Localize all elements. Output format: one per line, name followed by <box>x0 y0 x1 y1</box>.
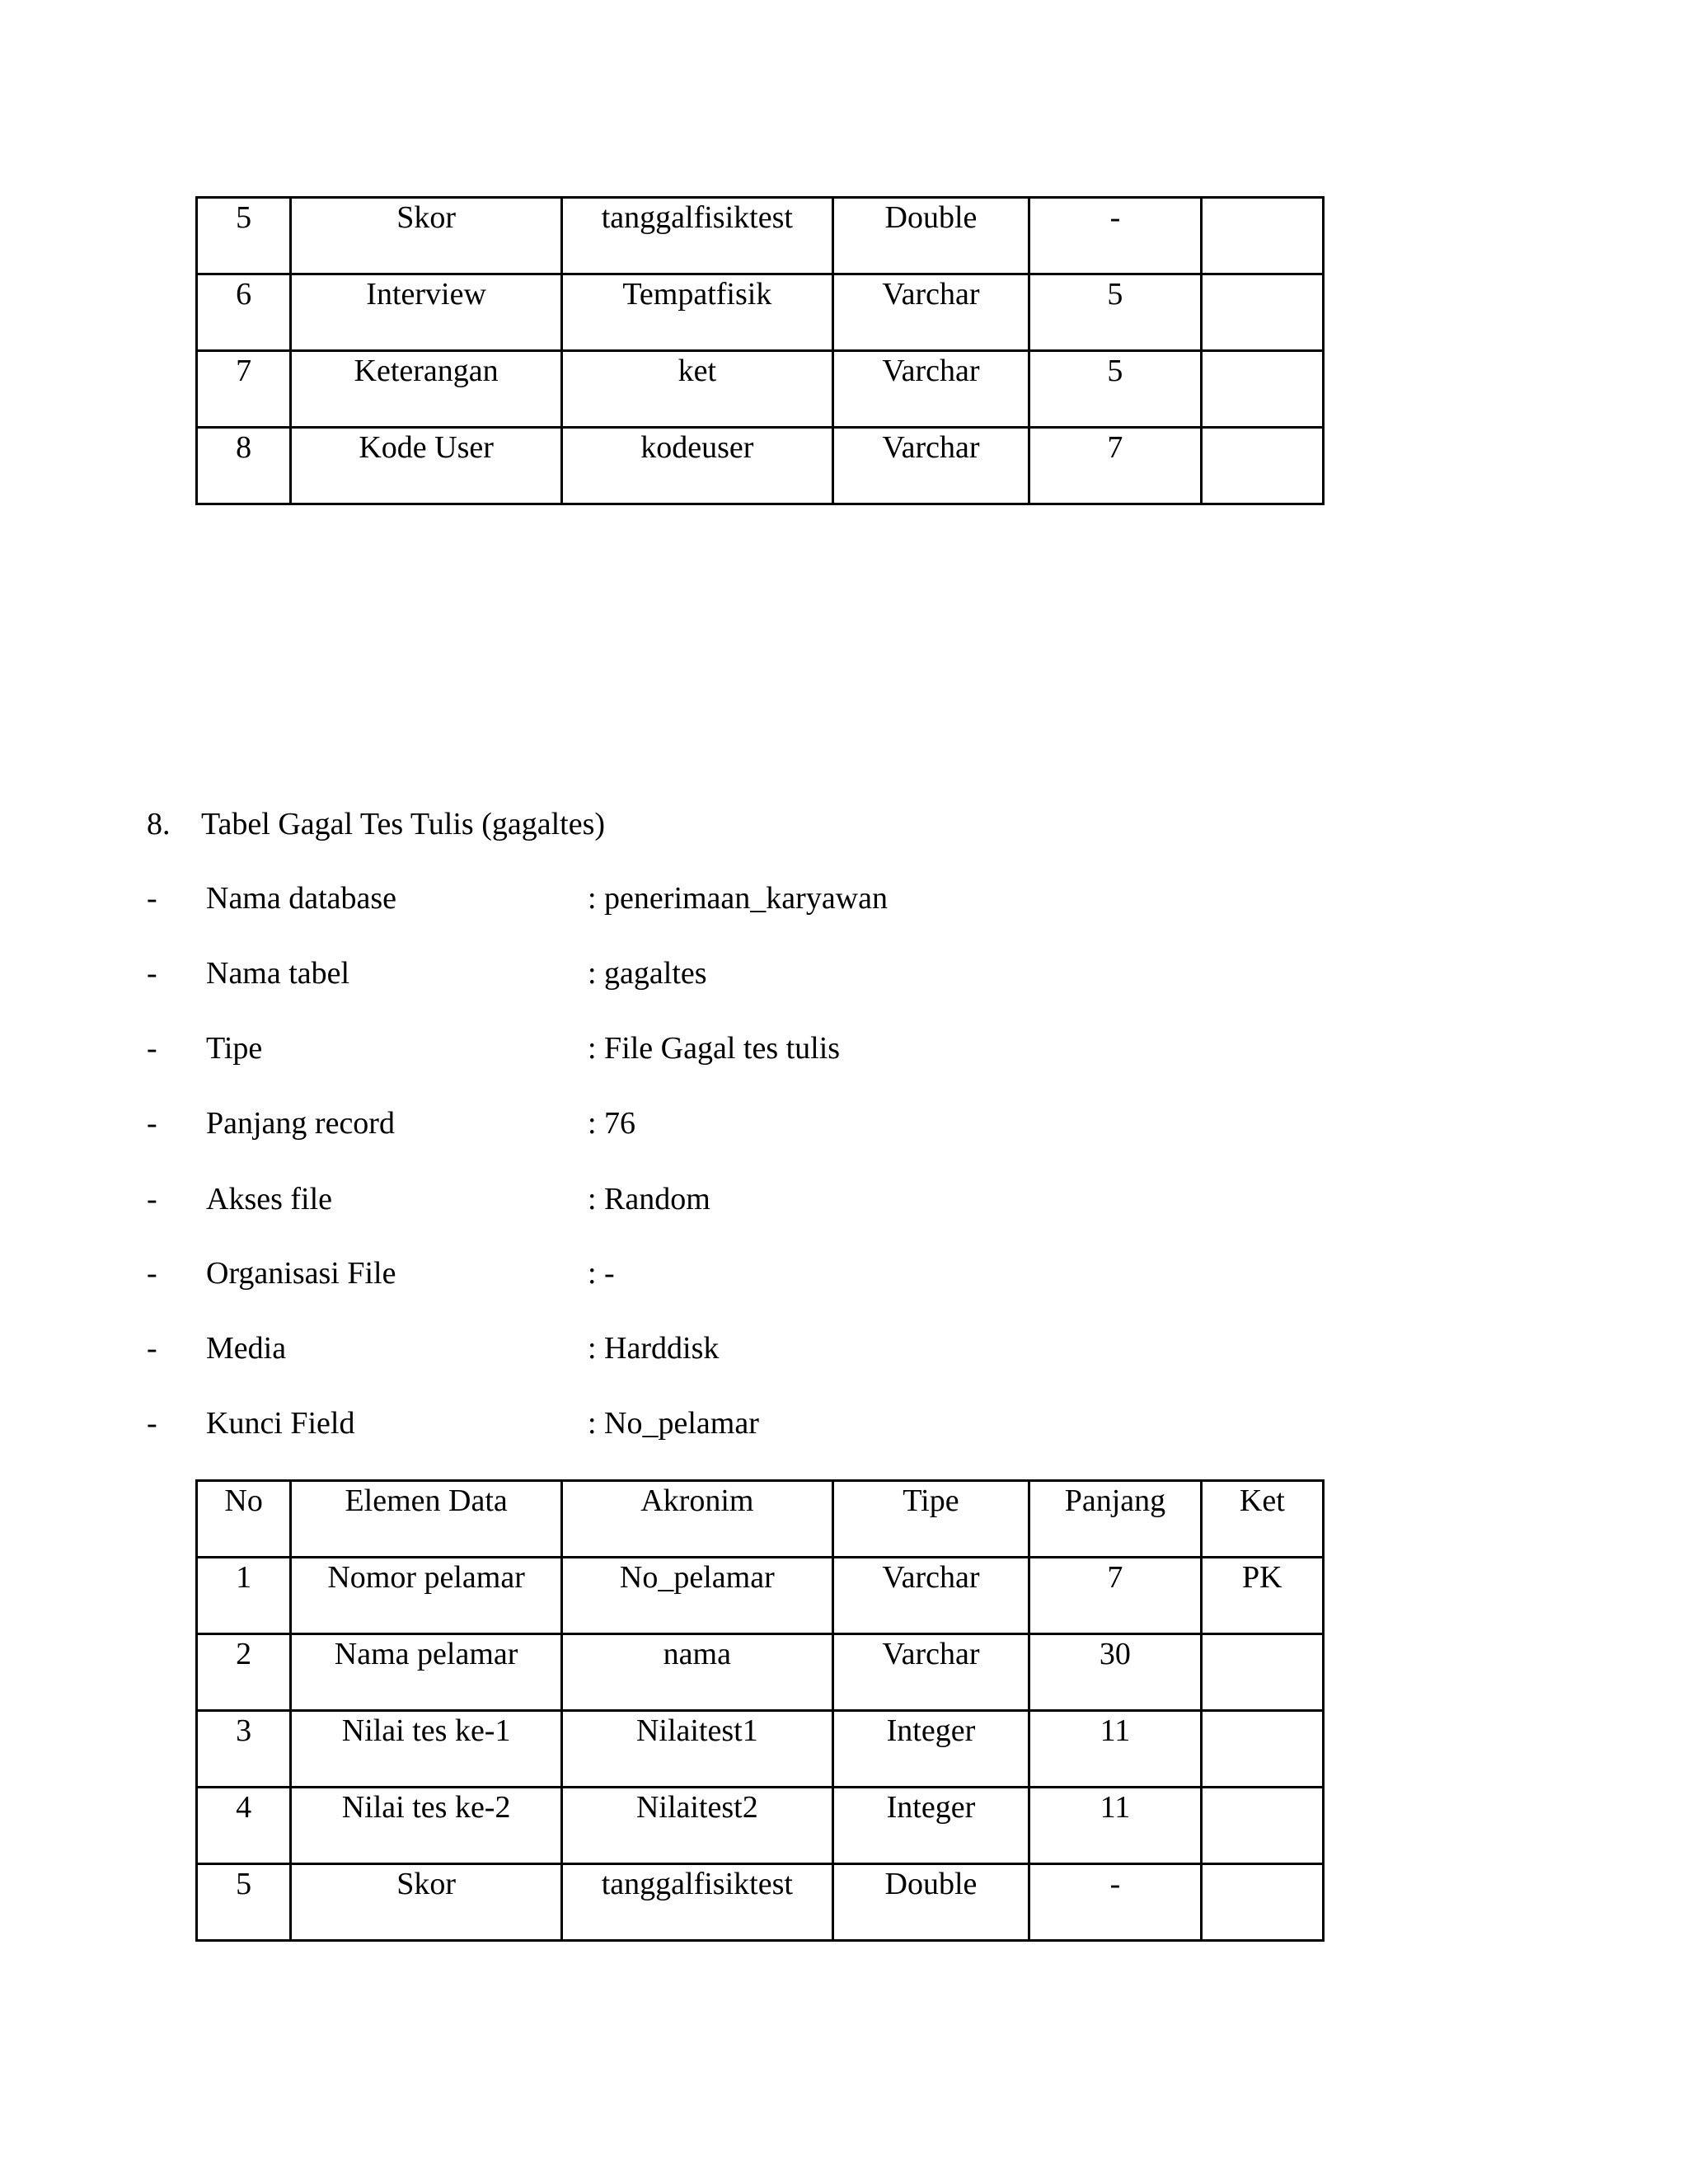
bullet-dash: - <box>147 1256 157 1291</box>
section-heading <box>147 806 605 842</box>
cell-akronim: kodeuser <box>561 428 832 504</box>
cell-panjang: 11 <box>1029 1788 1201 1864</box>
bullet-dash: - <box>147 1031 157 1066</box>
cell-tipe: Double <box>832 1864 1029 1941</box>
bullet-dash: - <box>147 1182 157 1216</box>
cell-tipe: Varchar <box>832 351 1029 428</box>
cell-elemen-data: Nama pelamar <box>291 1634 562 1711</box>
table-header-row <box>197 1481 1324 1558</box>
cell-akronim: Tempatfisik <box>561 274 832 351</box>
cell-tipe: Varchar <box>832 428 1029 504</box>
header-akronim: Akronim <box>561 1481 832 1558</box>
property-value: : gagaltes <box>588 956 707 991</box>
property-value: : Random <box>588 1182 710 1216</box>
cell-panjang: - <box>1029 198 1201 274</box>
cell-tipe: Integer <box>832 1788 1029 1864</box>
cell-no: 5 <box>197 1864 291 1941</box>
cell-tipe: Varchar <box>832 1558 1029 1634</box>
cell-ket <box>1201 198 1323 274</box>
cell-no: 8 <box>197 428 291 504</box>
cell-tipe: Varchar <box>832 274 1029 351</box>
header-panjang: Panjang <box>1029 1481 1201 1558</box>
header-tipe: Tipe <box>832 1481 1029 1558</box>
property-label: Media <box>206 1331 287 1366</box>
cell-no: 3 <box>197 1711 291 1788</box>
property-value: : - <box>588 1256 615 1291</box>
cell-akronim: tanggalfisiktest <box>561 1864 832 1941</box>
cell-elemen-data: Nilai tes ke-1 <box>291 1711 562 1788</box>
cell-akronim: Nilaitest1 <box>561 1711 832 1788</box>
gagaltes-data-table <box>195 1479 1325 1942</box>
cell-panjang: 7 <box>1029 1558 1201 1634</box>
cell-ket: PK <box>1201 1558 1323 1634</box>
cell-panjang: 5 <box>1029 351 1201 428</box>
cell-akronim: No_pelamar <box>561 1558 832 1634</box>
bullet-dash: - <box>147 1331 157 1366</box>
table-row <box>197 198 1324 274</box>
header-elemen-data: Elemen Data <box>291 1481 562 1558</box>
cell-no: 4 <box>197 1788 291 1864</box>
property-label: Tipe <box>206 1031 263 1066</box>
table-row <box>197 1711 1324 1788</box>
cell-tipe: Double <box>832 198 1029 274</box>
section-title: Tabel Gagal Tes Tulis (gagaltes) <box>201 807 606 841</box>
table-row <box>197 1558 1324 1634</box>
cell-tipe: Integer <box>832 1711 1029 1788</box>
cell-ket <box>1201 274 1323 351</box>
top-data-table <box>195 196 1325 505</box>
cell-ket <box>1201 351 1323 428</box>
cell-elemen-data: Skor <box>291 198 562 274</box>
section-number: 8. <box>147 807 171 841</box>
cell-ket <box>1201 1634 1323 1711</box>
cell-panjang: 11 <box>1029 1711 1201 1788</box>
cell-no: 5 <box>197 198 291 274</box>
cell-no: 6 <box>197 274 291 351</box>
cell-no: 1 <box>197 1558 291 1634</box>
cell-akronim: ket <box>561 351 832 428</box>
cell-ket <box>1201 1788 1323 1864</box>
table-row <box>197 1788 1324 1864</box>
property-value: : Harddisk <box>588 1331 720 1366</box>
cell-ket <box>1201 428 1323 504</box>
bullet-dash: - <box>147 1106 157 1141</box>
cell-panjang: - <box>1029 1864 1201 1941</box>
table-row <box>197 428 1324 504</box>
cell-elemen-data: Nomor pelamar <box>291 1558 562 1634</box>
bullet-dash: - <box>147 1406 157 1441</box>
bullet-dash: - <box>147 881 157 916</box>
cell-panjang: 5 <box>1029 274 1201 351</box>
cell-elemen-data: Kode User <box>291 428 562 504</box>
cell-ket <box>1201 1864 1323 1941</box>
cell-akronim: Nilaitest2 <box>561 1788 832 1864</box>
cell-panjang: 7 <box>1029 428 1201 504</box>
cell-elemen-data: Skor <box>291 1864 562 1941</box>
cell-no: 7 <box>197 351 291 428</box>
property-label: Panjang record <box>206 1106 395 1141</box>
property-label: Nama database <box>206 881 397 916</box>
cell-akronim: nama <box>561 1634 832 1711</box>
cell-panjang: 30 <box>1029 1634 1201 1711</box>
cell-ket <box>1201 1711 1323 1788</box>
property-value: : File Gagal tes tulis <box>588 1031 841 1066</box>
property-label: Nama tabel <box>206 956 350 991</box>
header-ket: Ket <box>1201 1481 1323 1558</box>
property-label: Organisasi File <box>206 1256 396 1291</box>
table-row <box>197 1864 1324 1941</box>
property-value: : No_pelamar <box>588 1406 759 1441</box>
cell-tipe: Varchar <box>832 1634 1029 1711</box>
cell-elemen-data: Interview <box>291 274 562 351</box>
cell-elemen-data: Keterangan <box>291 351 562 428</box>
property-label: Akses file <box>206 1182 333 1216</box>
cell-elemen-data: Nilai tes ke-2 <box>291 1788 562 1864</box>
cell-no: 2 <box>197 1634 291 1711</box>
header-no: No <box>197 1481 291 1558</box>
bullet-dash: - <box>147 956 157 991</box>
cell-akronim: tanggalfisiktest <box>561 198 832 274</box>
property-value: : 76 <box>588 1106 636 1141</box>
table-row <box>197 351 1324 428</box>
property-label: Kunci Field <box>206 1406 355 1441</box>
property-value: : penerimaan_karyawan <box>588 881 888 916</box>
table-row <box>197 274 1324 351</box>
table-row <box>197 1634 1324 1711</box>
